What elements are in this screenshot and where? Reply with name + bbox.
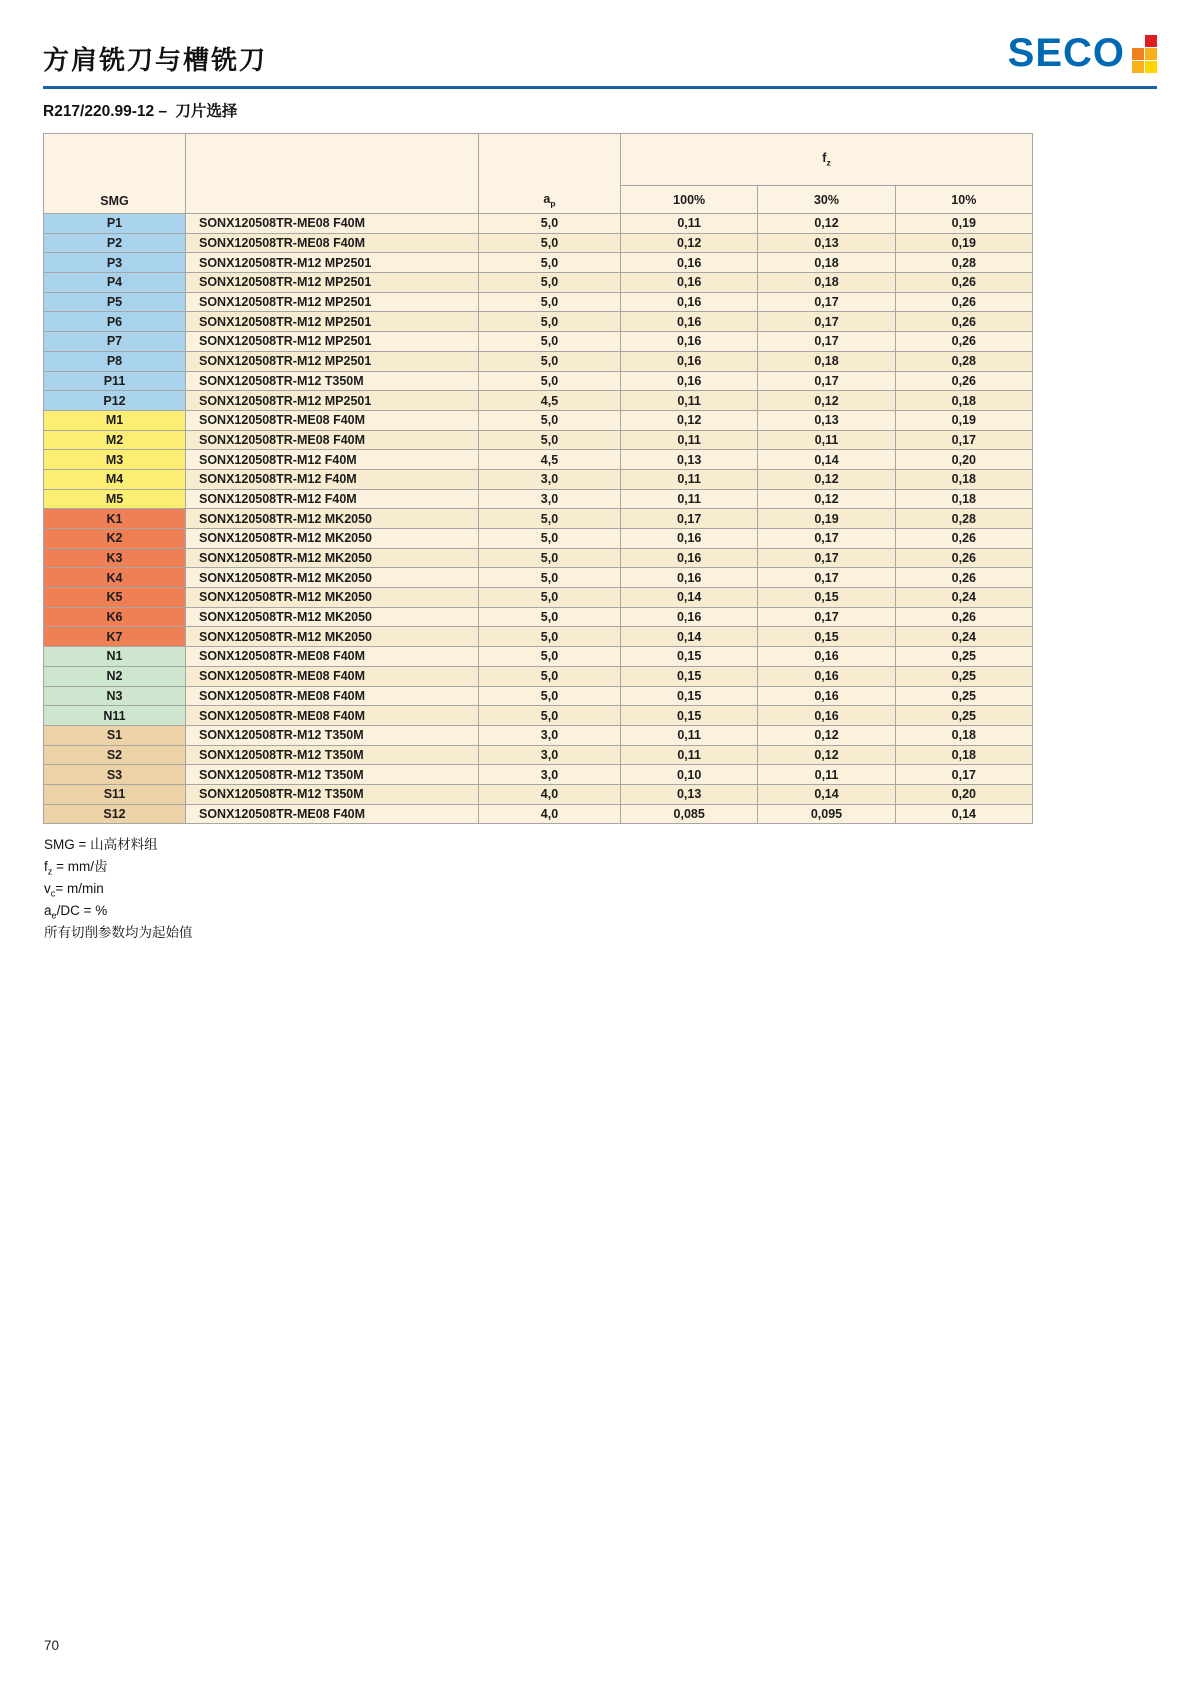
fz-30-cell: 0,17: [758, 292, 895, 312]
fz-30-cell: 0,17: [758, 371, 895, 391]
table-row: [44, 745, 1033, 765]
table-row: [44, 351, 1033, 371]
table-row: [44, 273, 1033, 293]
fz-30-cell: 0,13: [758, 233, 895, 253]
fz-30-cell: 0,17: [758, 332, 895, 352]
smg-cell: M2: [44, 430, 186, 450]
fz-100-cell: 0,16: [621, 253, 758, 273]
insert-table-body: [44, 214, 1033, 824]
fz-10-cell: 0,25: [895, 686, 1032, 706]
table-row: [44, 686, 1033, 706]
fz-10-cell: 0,28: [895, 509, 1032, 529]
smg-cell: P4: [44, 273, 186, 293]
fz-30-cell: 0,17: [758, 312, 895, 332]
fz-10-cell: 0,18: [895, 489, 1032, 509]
ap-cell: 5,0: [479, 351, 621, 371]
fz-100-cell: 0,11: [621, 725, 758, 745]
fz-100-cell: 0,11: [621, 469, 758, 489]
footnote-text: /DC = %: [56, 903, 108, 918]
fz-30-cell: 0,12: [758, 214, 895, 234]
fz-100-cell: 0,16: [621, 332, 758, 352]
section-title: [43, 99, 237, 121]
ap-cell: 3,0: [479, 725, 621, 745]
insert-designation-cell: SONX120508TR-M12 T350M: [186, 745, 479, 765]
fz-30-cell: 0,11: [758, 430, 895, 450]
ap-cell: 4,5: [479, 391, 621, 411]
table-row: [44, 214, 1033, 234]
fz-10-cell: 0,18: [895, 391, 1032, 411]
smg-cell: S12: [44, 804, 186, 824]
fz-30-cell: 0,17: [758, 548, 895, 568]
brand-square: [1145, 48, 1157, 60]
insert-designation-cell: SONX120508TR-M12 MK2050: [186, 509, 479, 529]
table-row: [44, 430, 1033, 450]
footnote-smg: [44, 834, 193, 856]
fz-30-cell: 0,13: [758, 410, 895, 430]
table-row: [44, 509, 1033, 529]
smg-cell: P6: [44, 312, 186, 332]
insert-designation-cell: SONX120508TR-M12 MP2501: [186, 273, 479, 293]
smg-cell: M4: [44, 469, 186, 489]
fz-10-cell: 0,26: [895, 529, 1032, 549]
page-header: [43, 31, 1157, 84]
fz-30-cell: 0,17: [758, 568, 895, 588]
smg-cell: N1: [44, 647, 186, 667]
fz-10-cell: 0,26: [895, 292, 1032, 312]
fz-100-cell: 0,13: [621, 450, 758, 470]
brand-squares-icon: [1132, 35, 1157, 73]
smg-cell: M5: [44, 489, 186, 509]
ap-column-header: [479, 134, 621, 214]
fz-10-cell: 0,26: [895, 371, 1032, 391]
footnote-text: 所有切削参数均为起始值: [44, 925, 193, 940]
ap-cell: 5,0: [479, 292, 621, 312]
fz-10-cell: 0,19: [895, 214, 1032, 234]
ap-cell: 5,0: [479, 706, 621, 726]
fz-30-cell: 0,095: [758, 804, 895, 824]
table-row: [44, 568, 1033, 588]
fz-100-cell: 0,16: [621, 548, 758, 568]
ap-cell: 5,0: [479, 588, 621, 608]
insert-designation-cell: SONX120508TR-M12 MP2501: [186, 253, 479, 273]
ap-cell: 5,0: [479, 430, 621, 450]
fz-10-cell: 0,18: [895, 469, 1032, 489]
smg-cell: P8: [44, 351, 186, 371]
fz-30-cell: 0,12: [758, 391, 895, 411]
smg-cell: N2: [44, 666, 186, 686]
fz-30-cell: 0,18: [758, 351, 895, 371]
table-row: [44, 391, 1033, 411]
fz-30-cell: 0,16: [758, 647, 895, 667]
fz-10-cell: 0,26: [895, 312, 1032, 332]
footnote-text: f: [44, 859, 48, 874]
insert-designation-cell: SONX120508TR-M12 MP2501: [186, 332, 479, 352]
fz-100-cell: 0,15: [621, 686, 758, 706]
ap-cell: 5,0: [479, 253, 621, 273]
footnote-sub: e: [51, 910, 57, 921]
fz-30-cell: 0,12: [758, 469, 895, 489]
data-table: [43, 133, 1033, 824]
fz-10-cell: 0,24: [895, 588, 1032, 608]
section-title-code: R217/220.99-12 –: [43, 103, 168, 120]
fz-10-cell: 0,26: [895, 548, 1032, 568]
ap-cell: 5,0: [479, 686, 621, 706]
insert-designation-cell: SONX120508TR-M12 MK2050: [186, 607, 479, 627]
fz-100-cell: 0,17: [621, 509, 758, 529]
fz-10-cell: 0,17: [895, 430, 1032, 450]
insert-designation-cell: SONX120508TR-M12 MK2050: [186, 548, 479, 568]
insert-designation-cell: SONX120508TR-M12 F40M: [186, 450, 479, 470]
insert-designation-cell: SONX120508TR-ME08 F40M: [186, 706, 479, 726]
insert-designation-cell: SONX120508TR-M12 MK2050: [186, 529, 479, 549]
fz-10-cell: 0,19: [895, 410, 1032, 430]
fz-100-cell: 0,11: [621, 430, 758, 450]
fz-30-cell: 0,11: [758, 765, 895, 785]
smg-cell: P11: [44, 371, 186, 391]
ap-cell: 5,0: [479, 666, 621, 686]
footnote-ae: [44, 900, 193, 922]
fz-10-cell: 0,19: [895, 233, 1032, 253]
fz-100-cell: 0,16: [621, 568, 758, 588]
smg-cell: P1: [44, 214, 186, 234]
fz-10-cell: 0,28: [895, 253, 1032, 273]
insert-designation-cell: SONX120508TR-ME08 F40M: [186, 647, 479, 667]
insert-designation-cell: SONX120508TR-M12 MP2501: [186, 312, 479, 332]
fz-100-cell: 0,16: [621, 273, 758, 293]
footnote-text: = mm/齿: [52, 859, 108, 874]
fz-30-cell: 0,14: [758, 450, 895, 470]
ap-cell: 5,0: [479, 529, 621, 549]
ap-cell: 4,0: [479, 804, 621, 824]
ap-cell: 5,0: [479, 548, 621, 568]
ap-cell: 5,0: [479, 410, 621, 430]
smg-cell: K7: [44, 627, 186, 647]
table-row: [44, 371, 1033, 391]
ap-cell: 3,0: [479, 765, 621, 785]
footnote-text: = m/min: [55, 881, 104, 896]
fz-30-cell: 0,17: [758, 607, 895, 627]
smg-cell: K2: [44, 529, 186, 549]
table-row: [44, 627, 1033, 647]
fz-30-cell: 0,15: [758, 588, 895, 608]
insert-designation-cell: SONX120508TR-M12 T350M: [186, 725, 479, 745]
table-row: [44, 588, 1033, 608]
insert-designation-cell: SONX120508TR-ME08 F40M: [186, 233, 479, 253]
footnote-text: SMG = 山高材料组: [44, 837, 158, 852]
table-row: [44, 450, 1033, 470]
footnote-sub: z: [47, 866, 53, 877]
fz-100-cell: 0,15: [621, 666, 758, 686]
fz-100-cell: 0,16: [621, 529, 758, 549]
table-row: [44, 312, 1033, 332]
fz-100-cell: 0,16: [621, 607, 758, 627]
fz-100-cell: 0,14: [621, 627, 758, 647]
page-title: 方肩铣刀与槽铣刀: [43, 46, 268, 76]
fz-30-cell: 0,14: [758, 784, 895, 804]
fz-100-cell: 0,11: [621, 745, 758, 765]
smg-cell: P7: [44, 332, 186, 352]
table-row: [44, 666, 1033, 686]
smg-cell: S1: [44, 725, 186, 745]
ap-cell: 5,0: [479, 509, 621, 529]
fz-30-cell: 0,17: [758, 529, 895, 549]
brand-logo: [1007, 31, 1157, 75]
table-row: [44, 784, 1033, 804]
ap-cell: 5,0: [479, 568, 621, 588]
table-row: [44, 765, 1033, 785]
smg-column-header: SMG: [44, 134, 186, 214]
fz-10-cell: 0,26: [895, 273, 1032, 293]
brand-square: [1132, 61, 1144, 73]
footnote-text: a: [44, 903, 52, 918]
ap-cell: 4,5: [479, 450, 621, 470]
fz-30-cell: 0,18: [758, 273, 895, 293]
fz-header-main: f: [822, 151, 827, 166]
section-title-text: 刀片选择: [175, 101, 238, 120]
ap-cell: 5,0: [479, 312, 621, 332]
table-row: [44, 647, 1033, 667]
smg-cell: K1: [44, 509, 186, 529]
brand-square: [1145, 35, 1157, 47]
smg-cell: M1: [44, 410, 186, 430]
fz-10-cell: 0,24: [895, 627, 1032, 647]
fz-100-cell: 0,12: [621, 410, 758, 430]
table-row: [44, 489, 1033, 509]
insert-designation-cell: SONX120508TR-ME08 F40M: [186, 214, 479, 234]
insert-designation-cell: SONX120508TR-ME08 F40M: [186, 410, 479, 430]
fz-30-cell: 0,16: [758, 706, 895, 726]
smg-cell: K6: [44, 607, 186, 627]
fz-10-cell: 0,25: [895, 666, 1032, 686]
footnotes: [44, 834, 193, 944]
fz-10-cell: 0,20: [895, 450, 1032, 470]
smg-cell: P2: [44, 233, 186, 253]
table-row: [44, 607, 1033, 627]
ap-cell: 4,0: [479, 784, 621, 804]
brand-square: [1145, 61, 1157, 73]
ap-cell: 5,0: [479, 214, 621, 234]
smg-cell: S3: [44, 765, 186, 785]
fz-10-cell: 0,26: [895, 607, 1032, 627]
table-row: [44, 332, 1033, 352]
smg-cell: S2: [44, 745, 186, 765]
fz-10-header: 10%: [895, 186, 1032, 214]
footnote-fz: [44, 856, 193, 878]
insert-designation-cell: SONX120508TR-M12 T350M: [186, 784, 479, 804]
fz-10-cell: 0,25: [895, 647, 1032, 667]
fz-10-cell: 0,28: [895, 351, 1032, 371]
table-row: [44, 706, 1033, 726]
fz-column-group-header: [621, 134, 1033, 186]
fz-100-cell: 0,10: [621, 765, 758, 785]
fz-10-cell: 0,17: [895, 765, 1032, 785]
insert-designation-cell: SONX120508TR-ME08 F40M: [186, 686, 479, 706]
fz-header-sub: z: [826, 157, 831, 168]
insert-designation-cell: SONX120508TR-M12 MP2501: [186, 292, 479, 312]
fz-30-cell: 0,15: [758, 627, 895, 647]
ap-cell: 3,0: [479, 745, 621, 765]
footnote-text: v: [44, 881, 51, 896]
ap-cell: 5,0: [479, 233, 621, 253]
insert-designation-cell: SONX120508TR-M12 MK2050: [186, 588, 479, 608]
table-row: [44, 233, 1033, 253]
fz-10-cell: 0,18: [895, 725, 1032, 745]
insert-designation-cell: SONX120508TR-M12 MK2050: [186, 568, 479, 588]
ap-cell: 5,0: [479, 273, 621, 293]
fz-100-cell: 0,15: [621, 647, 758, 667]
smg-cell: N3: [44, 686, 186, 706]
fz-100-cell: 0,11: [621, 214, 758, 234]
fz-10-cell: 0,26: [895, 568, 1032, 588]
ap-header-sub: p: [550, 198, 556, 208]
brand-wordmark: SECO: [1007, 31, 1125, 75]
ap-cell: 5,0: [479, 607, 621, 627]
insert-designation-cell: SONX120508TR-ME08 F40M: [186, 430, 479, 450]
fz-100-cell: 0,12: [621, 233, 758, 253]
table-row: [44, 725, 1033, 745]
fz-30-cell: 0,12: [758, 725, 895, 745]
insert-column-header: [186, 134, 479, 214]
fz-100-cell: 0,15: [621, 706, 758, 726]
fz-10-cell: 0,25: [895, 706, 1032, 726]
table-row: [44, 292, 1033, 312]
smg-cell: P3: [44, 253, 186, 273]
insert-designation-cell: SONX120508TR-M12 F40M: [186, 489, 479, 509]
fz-10-cell: 0,18: [895, 745, 1032, 765]
insert-designation-cell: SONX120508TR-M12 MK2050: [186, 627, 479, 647]
insert-designation-cell: SONX120508TR-M12 F40M: [186, 469, 479, 489]
ap-cell: 3,0: [479, 489, 621, 509]
fz-100-header: 100%: [621, 186, 758, 214]
fz-10-cell: 0,20: [895, 784, 1032, 804]
fz-100-cell: 0,14: [621, 588, 758, 608]
smg-cell: N11: [44, 706, 186, 726]
ap-cell: 5,0: [479, 371, 621, 391]
insert-selection-table: [43, 133, 1032, 824]
table-row: [44, 529, 1033, 549]
smg-cell: M3: [44, 450, 186, 470]
fz-30-header: 30%: [758, 186, 895, 214]
fz-100-cell: 0,16: [621, 351, 758, 371]
ap-cell: 3,0: [479, 469, 621, 489]
fz-100-cell: 0,16: [621, 371, 758, 391]
fz-30-cell: 0,16: [758, 686, 895, 706]
smg-cell: S11: [44, 784, 186, 804]
footnote-general: [44, 922, 193, 944]
fz-100-cell: 0,13: [621, 784, 758, 804]
fz-100-cell: 0,16: [621, 292, 758, 312]
table-row: [44, 410, 1033, 430]
insert-designation-cell: SONX120508TR-M12 T350M: [186, 765, 479, 785]
fz-100-cell: 0,16: [621, 312, 758, 332]
smg-cell: P12: [44, 391, 186, 411]
fz-10-cell: 0,26: [895, 332, 1032, 352]
fz-100-cell: 0,11: [621, 391, 758, 411]
brand-square: [1132, 48, 1144, 60]
fz-30-cell: 0,19: [758, 509, 895, 529]
fz-30-cell: 0,18: [758, 253, 895, 273]
fz-30-cell: 0,12: [758, 489, 895, 509]
footnote-vc: [44, 878, 193, 900]
ap-cell: 5,0: [479, 647, 621, 667]
insert-designation-cell: SONX120508TR-M12 T350M: [186, 371, 479, 391]
header-divider: [43, 86, 1157, 89]
insert-designation-cell: SONX120508TR-M12 MP2501: [186, 351, 479, 371]
fz-100-cell: 0,085: [621, 804, 758, 824]
table-row: [44, 548, 1033, 568]
footnote-sub: c: [50, 888, 56, 899]
insert-designation-cell: SONX120508TR-M12 MP2501: [186, 391, 479, 411]
fz-10-cell: 0,14: [895, 804, 1032, 824]
brand-square: [1132, 35, 1144, 47]
smg-cell: P5: [44, 292, 186, 312]
ap-cell: 5,0: [479, 332, 621, 352]
fz-30-cell: 0,12: [758, 745, 895, 765]
table-row: [44, 253, 1033, 273]
smg-cell: K4: [44, 568, 186, 588]
smg-cell: K5: [44, 588, 186, 608]
table-row: [44, 804, 1033, 824]
table-header: [44, 134, 1033, 214]
insert-designation-cell: SONX120508TR-ME08 F40M: [186, 804, 479, 824]
fz-100-cell: 0,11: [621, 489, 758, 509]
table-row: [44, 469, 1033, 489]
fz-30-cell: 0,16: [758, 666, 895, 686]
ap-header-main: a: [543, 191, 551, 206]
ap-cell: 5,0: [479, 627, 621, 647]
smg-cell: K3: [44, 548, 186, 568]
insert-designation-cell: SONX120508TR-ME08 F40M: [186, 666, 479, 686]
page-number: 70: [44, 1638, 60, 1653]
